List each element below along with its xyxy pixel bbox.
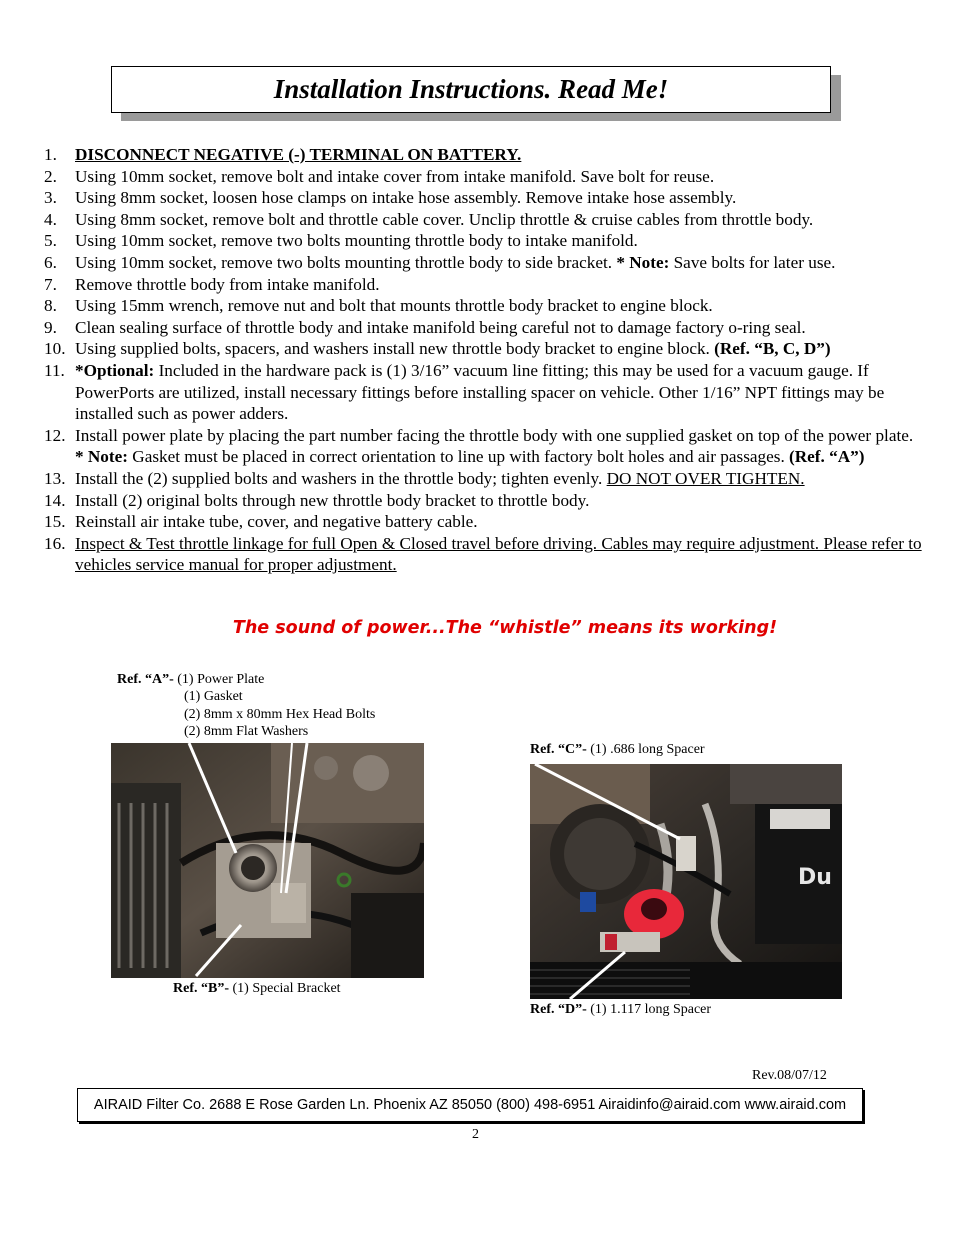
step-number: 3. <box>44 188 57 208</box>
step-item <box>44 209 924 231</box>
step-item <box>44 511 924 533</box>
ref-tag: (Ref. “B, C, D”) <box>714 339 831 359</box>
step-text: Using 10mm socket, remove bolt and intake cover from intake manifold. Save bolt for reuse. <box>75 166 715 186</box>
step-number: 5. <box>44 231 57 251</box>
step-number: 6. <box>44 252 57 272</box>
photo-throttle-body <box>111 743 424 978</box>
step-item <box>44 166 924 188</box>
step-text: Save bolts for later use. <box>669 252 836 272</box>
step-number: 16. <box>44 533 66 553</box>
step-text: Using supplied bolts, spacers, and washers install new throttle body bracket to engine block. <box>75 339 715 359</box>
step-item <box>44 295 924 317</box>
ref-b-text: (1) Special Bracket <box>232 981 341 996</box>
step-item <box>44 230 924 252</box>
ref-a-item: (1) Power Plate <box>177 672 265 687</box>
step-number: 7. <box>44 274 57 294</box>
title-box <box>111 66 831 113</box>
ref-tag: (Ref. “A”) <box>789 447 865 467</box>
ref-a-label: Ref. “A”- <box>117 672 174 687</box>
step-text: Using 10mm socket, remove two bolts mounting throttle body to intake manifold. <box>75 231 638 251</box>
ref-a-item: (2) 8mm Flat Washers <box>184 724 309 739</box>
photo-label: Du <box>798 865 832 890</box>
step-item <box>44 468 924 490</box>
step-text: Using 15mm wrench, remove nut and bolt that mounts throttle body bracket to engine block. <box>75 296 713 316</box>
step-item <box>44 490 924 512</box>
ref-d-caption <box>530 1001 711 1019</box>
page-number: 2 <box>472 1127 479 1142</box>
step-item <box>44 252 924 274</box>
ref-d-label: Ref. “D”- <box>530 1002 587 1017</box>
step-item <box>44 274 924 296</box>
footer-text: AIRAID Filter Co. 2688 E Rose Garden Ln. Phoenix AZ 85050 (800) 498-6951 Airaidinfo@airaid.com www.airaid.com <box>93 1097 847 1113</box>
step-text: Install the (2) supplied bolts and washers in the throttle body; tighten evenly. <box>75 468 607 488</box>
step-item <box>44 425 924 468</box>
instruction-steps <box>44 144 924 576</box>
footer-contact <box>77 1088 863 1122</box>
step-text: Using 8mm socket, remove bolt and throttle cable cover. Unclip throttle & cruise cables from throttle body. <box>75 209 814 229</box>
step-item <box>44 317 924 339</box>
step-text: Clean sealing surface of throttle body and intake manifold being careful not to damage factory o-ring seal. <box>75 317 806 337</box>
ref-c-caption <box>530 741 705 759</box>
revision-date: Rev.08/07/12 <box>752 1068 827 1083</box>
warning-text: DO NOT OVER TIGHTEN. <box>606 468 805 488</box>
step-text: Using 10mm socket, remove two bolts mounting throttle body to side bracket. <box>75 252 617 272</box>
step-item <box>44 144 924 166</box>
step-item <box>44 187 924 209</box>
step-number: 8. <box>44 296 57 316</box>
step-item <box>44 360 924 425</box>
step-text: Included in the hardware pack is (1) 3/16” vacuum line fitting; this may be used for a vacuum gauge. If PowerPorts are utilized, install necessary fittings before installing spacer on vehicle. Other 1/16” NPT fittings may be installed such as power adders. <box>75 360 885 424</box>
step-number: 14. <box>44 490 66 510</box>
ref-a-caption <box>117 671 264 689</box>
ref-a-item: (2) 8mm x 80mm Hex Head Bolts <box>184 706 376 722</box>
ref-d-text: (1) 1.117 long Spacer <box>590 1002 712 1017</box>
step-text: Remove throttle body from intake manifold. <box>75 274 380 294</box>
step-number: 1. <box>44 145 57 164</box>
page-title: Installation Instructions. Read Me! <box>273 74 669 104</box>
step-text: Inspect & Test throttle linkage for full Open & Closed travel before driving. Cables may require adjustment. Please refer to vehicles service manual for proper adjustment. <box>75 533 922 575</box>
step-number: 13. <box>44 468 66 488</box>
step-text: Install power plate by placing the part number facing the throttle body with one supplied gasket on top of the power plate. <box>75 425 914 445</box>
step-number: 4. <box>44 209 57 229</box>
step-text: DISCONNECT NEGATIVE (-) TERMINAL ON BATTERY. <box>75 145 522 164</box>
step-text: Using 8mm socket, loosen hose clamps on intake hose assembly. Remove intake hose assembly. <box>75 188 737 208</box>
tagline: The sound of power...The “whistle” means its working! <box>232 618 778 638</box>
step-text: Gasket must be placed in correct orientation to line up with factory bolt holes and air passages. <box>127 447 790 467</box>
photo-spacer-install <box>530 764 842 999</box>
step-number: 10. <box>44 339 66 359</box>
ref-a-item: (1) Gasket <box>184 689 243 704</box>
step-item <box>44 338 924 360</box>
ref-b-label: Ref. “B”- <box>173 981 229 996</box>
step-number: 11. <box>44 360 65 380</box>
step-text: Reinstall air intake tube, cover, and negative battery cable. <box>75 512 478 532</box>
step-text: Install (2) original bolts through new throttle body bracket to throttle body. <box>75 490 590 510</box>
step-number: 12. <box>44 425 66 445</box>
note-label: * Note: <box>75 447 128 467</box>
step-number: 2. <box>44 166 57 186</box>
step-number: 9. <box>44 317 57 337</box>
ref-b-caption <box>173 980 341 998</box>
note-label: * Note: <box>616 252 670 272</box>
ref-c-label: Ref. “C”- <box>530 742 587 757</box>
step-number: 15. <box>44 512 66 532</box>
ref-a-items <box>184 688 375 741</box>
optional-label: *Optional: <box>75 360 155 380</box>
step-item <box>44 533 924 576</box>
ref-c-text: (1) .686 long Spacer <box>590 742 705 757</box>
